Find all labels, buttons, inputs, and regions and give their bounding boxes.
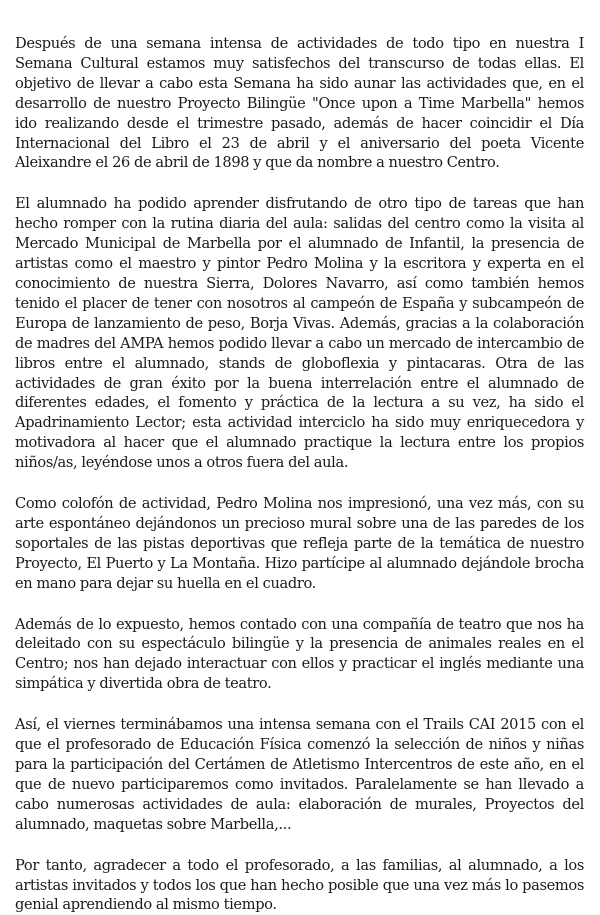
- paragraph-theatre: Además de lo expuesto, hemos contado con una compañía de teatro que nos ha deleitado con su espectáculo bilingüe y la presencia de animales reales en el Centro; nos han dejado interactuar con ellos y practicar el inglés mediante una simpática y divertida obra de teatro.: [15, 615, 584, 693]
- paragraph-semana-cultural-intro: Después de una semana intensa de actividades de todo tipo en nuestra I Semana Cultural estamos muy satisfechos del transcurso de todas ellas. El objetivo de llevar a cabo esta Semana ha sido aunar las actividades que, en el desarrollo de nuestro Proyecto Bilingüe "Once upon a Time Marbella" hemos ido realizando desde el trimestre pasado, además de hacer coincidir el Día Internacional del Libro el 23 de abril y el aniversario del poeta Vicente Aleixandre el 26 de abril de 1898 y que da nombre a nuestro Centro.: [15, 35, 584, 172]
- paragraph-thanks: Por tanto, agradecer a todo el profesorado, a las familias, al alumnado, a los artistas invitados y todos los que han hecho posible que una vez más lo pasemos genial aprendiendo al mismo tiempo.: [15, 856, 584, 914]
- paragraph-activities-overview: El alumnado ha podido aprender disfrutando de otro tipo de tareas que han hecho romper con la rutina diaria del aula: salidas del centro como la visita al Mercado Municipal de Marbella por el alumnado de Infantil, la presencia de artistas como el maestro y pintor Pedro Molina y la escritora y experta en el conocimiento de nuestra Sierra, Dolores Navarro, así como también hemos tenido el placer de tener con nosotros al campeón de España y subcampeón de Europa de lanzamiento de peso, Borja Vivas. Además, gracias a la colaboración de madres del AMPA hemos podido llevar a cabo un mercado de intercambio de libros entre el alumnado, stands de globoflexia y pintacaras. Otra de las actividades de gran éxito por la buena interrelación entre el alumnado de diferentes edades, el fomento y práctica de la lectura a su vez, ha sido el Apadrinamiento Lector; esta actividad interciclo ha sido muy enriquecedora y motivadora al hacer que el alumnado practique la lectura entre los propios niños/as, leyéndose unos a otros fuera del aula.: [15, 195, 584, 472]
- paragraph-mural: Como colofón de actividad, Pedro Molina nos impresionó, una vez más, con su arte espontáneo dejándonos un precioso mural sobre una de las paredes de los soportales de las pistas deportivas que refleja parte de la temática de nuestro Proyecto, El Puerto y La Montaña. Hizo partícipe al alumnado dejándole brocha en mano para dejar su huella en el cuadro.: [15, 495, 584, 592]
- paragraph-trails-cai: Así, el viernes terminábamos una intensa semana con el Trails CAI 2015 con el que el profesorado de Educación Física comenzó la selección de niños y niñas para la participación del Certámen de Atletismo Intercentros de este año, en el que de nuevo participaremos como invitados. Paralelamente se han llevado a cabo numerosas actividades de aula: elaboración de murales, Proyectos del alumnado, maquetas sobre Marbella,...: [15, 716, 584, 833]
